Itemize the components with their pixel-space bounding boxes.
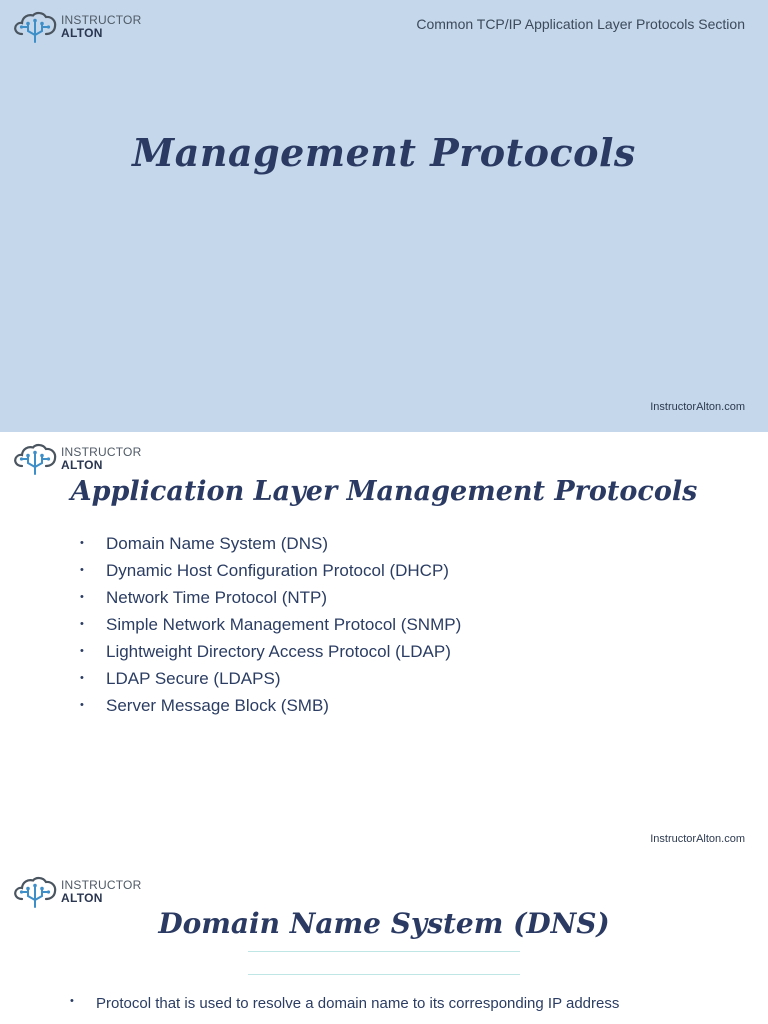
slide-heading: Domain Name System (DNS) <box>158 907 610 940</box>
divider <box>248 974 520 975</box>
cloud-circuit-icon <box>12 442 58 476</box>
cloud-circuit-icon <box>12 10 58 44</box>
protocol-list <box>80 530 461 719</box>
site-link[interactable]: InstructorAlton.com <box>650 833 745 845</box>
list-item: • Lightweight Directory Access Protocol (LDAP) <box>80 638 461 665</box>
logo-line-1: INSTRUCTOR <box>61 13 142 27</box>
list-item: • Protocol that is used to resolve a domain name to its corresponding IP address <box>70 995 619 1012</box>
logo-line-2: ALTON <box>61 458 103 472</box>
cloud-circuit-icon <box>12 875 58 909</box>
list-item: • Network Time Protocol (NTP) <box>80 584 461 611</box>
dns-slide <box>0 865 768 1024</box>
logo-line-2: ALTON <box>61 26 103 40</box>
slide-heading: Application Layer Management Protocols <box>70 476 698 507</box>
brand-logo <box>12 10 141 44</box>
logo-line-1: INSTRUCTOR <box>61 878 142 892</box>
title-slide <box>0 0 768 432</box>
list-item: • Domain Name System (DNS) <box>80 530 461 557</box>
list-item: • Simple Network Management Protocol (SNMP) <box>80 611 461 638</box>
divider <box>248 951 520 952</box>
list-item: • Server Message Block (SMB) <box>80 692 461 719</box>
slide-title: Management Protocols <box>132 130 636 175</box>
list-item: • Dynamic Host Configuration Protocol (DHCP) <box>80 557 461 584</box>
site-link[interactable]: InstructorAlton.com <box>650 401 745 413</box>
logo-line-1: INSTRUCTOR <box>61 445 142 459</box>
section-title: Common TCP/IP Application Layer Protocols Section <box>416 16 745 32</box>
list-item: • LDAP Secure (LDAPS) <box>80 665 461 692</box>
brand-logo <box>12 442 141 476</box>
brand-logo <box>12 875 141 909</box>
protocols-list-slide <box>0 432 768 865</box>
logo-line-2: ALTON <box>61 891 103 905</box>
